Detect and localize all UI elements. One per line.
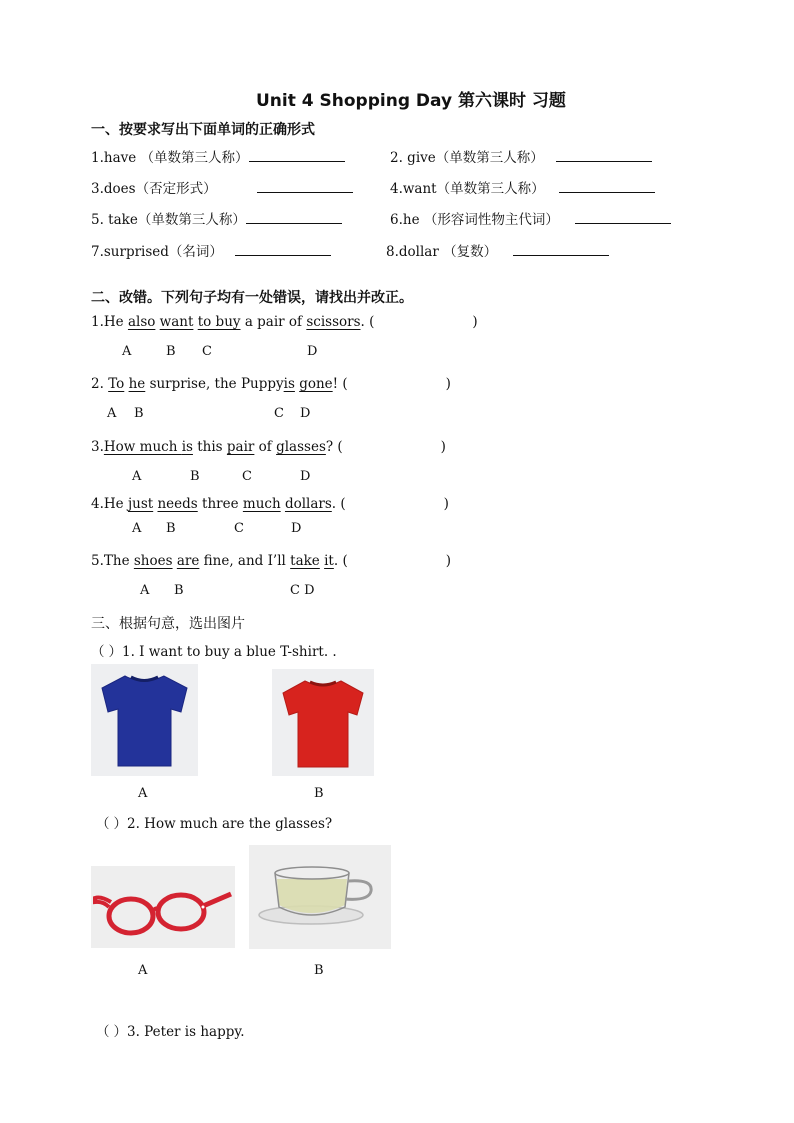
s1-item-3: 3.does（否定形式） [91,177,353,197]
s2-q3-letter-b: B [190,469,200,484]
s1-item-8: 8.dollar （复数） [386,240,609,260]
glass-teacup-image[interactable] [249,845,391,949]
answer-blank[interactable] [249,146,345,162]
page-title: Unit 4 Shopping Day 第六课时 习题 [256,91,566,111]
s3-question-2: （ ）2. How much are the glasses? [96,816,333,832]
s2-q1-letter-c: C [202,344,212,359]
answer-blank[interactable] [559,177,655,193]
answer-blank[interactable] [513,240,609,256]
red-glasses-image[interactable] [91,866,235,948]
s2-q3-letter-a: A [132,469,142,484]
s2-q5-letter-a: A [140,583,150,598]
s2-q5-letter-cd: C D [290,583,315,598]
blue-tshirt-image[interactable] [91,664,198,776]
answer-blank[interactable] [257,177,353,193]
s2-q2-letter-a: A [107,406,117,421]
s1-item-5: 5. take（单数第三人称） [91,208,342,228]
s2-q1-letter-a: A [122,344,132,359]
s3-q1-label-b: B [314,786,324,801]
s2-q3-letter-d: D [300,469,311,484]
s2-q1-letter-d: D [307,344,318,359]
s2-question-5: 5.The shoes are fine, and I’ll take it. ( ) [91,553,451,569]
answer-blank[interactable] [235,240,331,256]
s2-q4-letter-c: C [234,521,244,536]
answer-blank[interactable] [246,208,342,224]
s3-question-3: （ ）3. Peter is happy. [96,1024,245,1040]
s2-question-3: 3.How much is this pair of glasses? ( ) [91,439,446,455]
s3-q2-label-b: B [314,963,324,978]
s2-q4-letter-d: D [291,521,302,536]
s2-q2-letter-c: C [274,406,284,421]
s1-item-7: 7.surprised（名词） [91,240,331,260]
s2-q4-letter-a: A [132,521,142,536]
s2-q5-letter-b: B [174,583,184,598]
s3-q2-label-a: A [138,963,148,978]
s2-question-2: 2. To he surprise, the Puppyis gone! ( ) [91,376,451,392]
s2-q3-letter-c: C [242,469,252,484]
s2-q4-letter-b: B [166,521,176,536]
red-tshirt-image[interactable] [272,669,374,776]
s2-q2-letter-b: B [134,406,144,421]
section-two-heading: 二、改错。下列句子均有一处错误，请找出并改正。 [91,290,413,306]
s1-item-4: 4.want（单数第三人称） [390,177,655,197]
s2-q2-letter-d: D [300,406,311,421]
s2-question-1: 1.He also want to buy a pair of scissors. ( ) [91,314,478,330]
s3-q1-label-a: A [138,786,148,801]
answer-blank[interactable] [575,208,671,224]
section-three-heading: 三、根据句意，选出图片 [91,616,245,632]
s2-q1-letter-b: B [166,344,176,359]
s2-question-4: 4.He just needs three much dollars. ( ) [91,496,449,512]
s1-item-1: 1.have （单数第三人称） [91,146,345,166]
s1-item-2: 2. give（单数第三人称） [390,146,652,166]
section-one-heading: 一、按要求写出下面单词的正确形式 [91,122,315,138]
answer-blank[interactable] [556,146,652,162]
s1-item-6: 6.he （形容词性物主代词） [390,208,671,228]
s3-question-1: （ ）1. I want to buy a blue T-shirt. . [91,644,337,660]
